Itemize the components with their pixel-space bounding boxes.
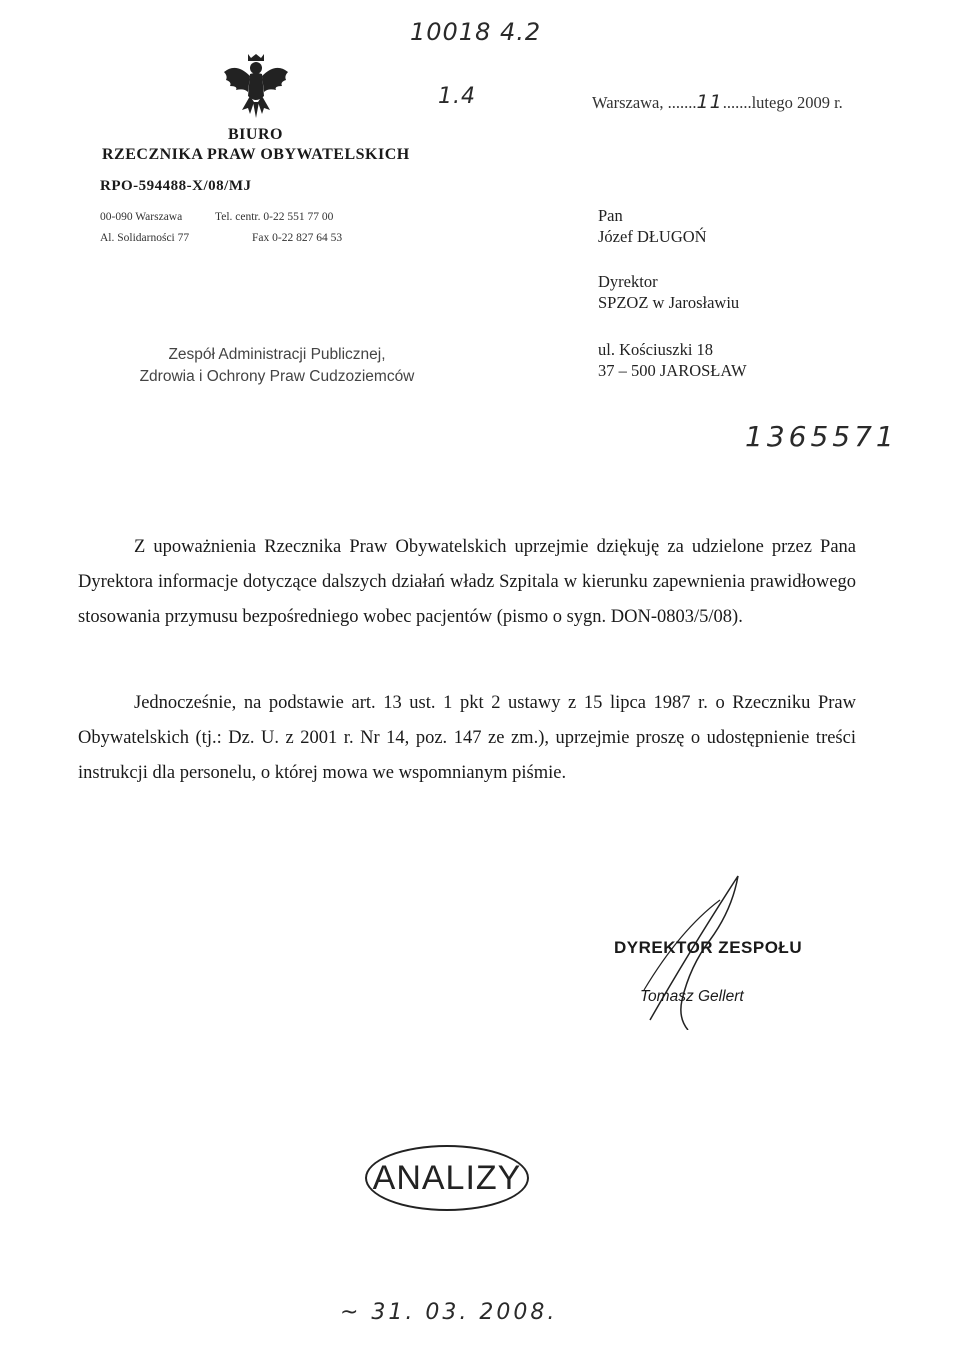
letterhead-line2: RZECZNIKA PRAW OBYWATELSKICH — [102, 146, 410, 163]
reference-number: RPO-594488-X/08/MJ — [100, 178, 252, 194]
handwritten-top-number: 10018 4.2 — [410, 18, 542, 46]
date-dots-after: ....... — [722, 93, 752, 112]
body-paragraph-1: Z upoważnienia Rzecznika Praw Obywatelskich uprzejmie dziękuję za udzielone przez Pana Dyrektora informacje dotyczące dalszych działań władz Szpitala w kierunku zapewnienia prawidłowego stosowania przymusu bezpośredniego wobec pacjentów (pismo o sygn. DON-0803/5/08). — [78, 537, 856, 627]
date-dots-before: ....... — [667, 93, 697, 112]
date-rest: lutego 2009 r. — [751, 93, 843, 112]
body-paragraph-2: Jednocześnie, na podstawie art. 13 ust. 1 pkt 2 ustawy z 15 lipca 1987 r. o Rzeczniku Praw Obywatelskich (tj.: Dz. U. z 2001 r. Nr 14, poz. 147 ze zm.), uprzejmie proszę o udostępnienie treści instrukcji dla personelu, o której mowa we wspomnianym piśmie. — [78, 693, 856, 783]
recipient-city: 37 – 500 JAROSŁAW — [598, 361, 747, 380]
address-line2: Al. Solidarności 77 — [100, 232, 190, 244]
fax-number: Fax 0-22 827 64 53 — [252, 232, 343, 244]
polish-eagle-emblem-icon — [220, 52, 292, 122]
recipient-position: Dyrektor — [598, 272, 658, 291]
department-line2: Zdrowia i Ochrony Praw Cudzoziemców — [139, 368, 415, 385]
handwritten-side-mark: 1.4 — [438, 84, 476, 109]
handwritten-bottom-date: ~ 31. 03. 2008. — [340, 1300, 558, 1325]
phone-number: Tel. centr. 0-22 551 77 00 — [215, 211, 334, 223]
department-line1: Zespół Administracji Publicznej, — [168, 346, 386, 363]
recipient-name: Józef DŁUGOŃ — [598, 227, 707, 246]
analizy-stamp: ANALIZY — [365, 1145, 529, 1211]
date-day-handwritten: 11 — [696, 91, 723, 113]
signature-name: Tomasz Gellert — [640, 988, 744, 1005]
date-line — [592, 91, 843, 113]
signature-title: DYREKTOR ZESPOŁU — [614, 938, 803, 957]
address-line1: 00-090 Warszawa — [100, 211, 183, 223]
handwritten-case-number: 1365571 — [745, 420, 898, 453]
recipient-salutation: Pan — [598, 206, 623, 225]
recipient-street: ul. Kościuszki 18 — [598, 340, 714, 359]
date-prefix: Warszawa, — [592, 93, 668, 112]
recipient-institution: SPZOZ w Jarosławiu — [598, 293, 740, 312]
letterhead-line1: BIURO — [228, 126, 283, 143]
